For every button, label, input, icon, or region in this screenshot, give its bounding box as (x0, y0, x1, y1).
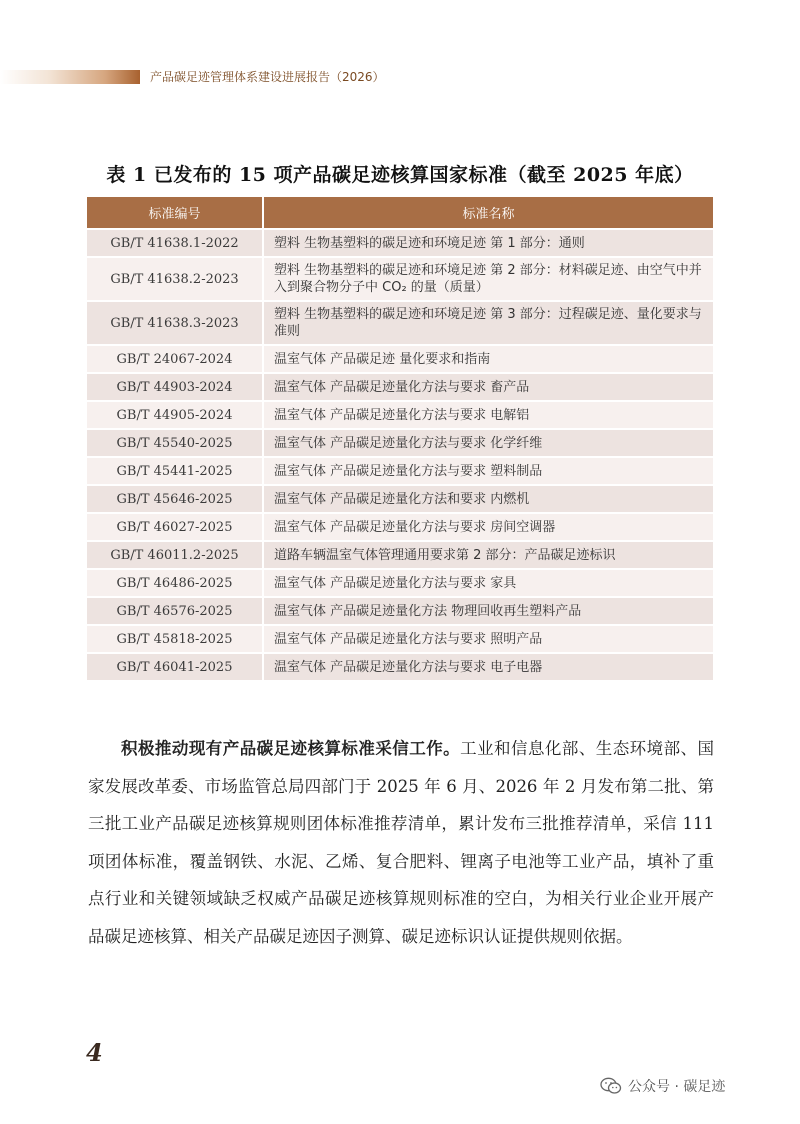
page-number: 4 (86, 1038, 103, 1067)
table-row (87, 257, 713, 301)
paragraph-lead: 积极推动现有产品碳足迹核算标准采信工作。 (121, 739, 461, 758)
table-row (87, 429, 713, 457)
standard-code: GB/T 41638.3-2023 (87, 301, 263, 345)
column-header-name: 标准名称 (263, 197, 713, 229)
table-row (87, 457, 713, 485)
header-decoration-bar (0, 70, 140, 84)
table-row (87, 229, 713, 257)
standard-code: GB/T 44903-2024 (87, 373, 263, 401)
standards-table (87, 197, 713, 682)
standard-name: 温室气体 产品碳足迹量化方法与要求 畜产品 (263, 373, 713, 401)
table-row (87, 569, 713, 597)
standard-name: 温室气体 产品碳足迹量化方法与要求 照明产品 (263, 625, 713, 653)
standard-name: 塑料 生物基塑料的碳足迹和环境足迹 第 2 部分：材料碳足迹、由空气中并入到聚合物分子中 CO₂ 的量（质量） (263, 257, 713, 301)
standard-name: 温室气体 产品碳足迹量化方法与要求 电子电器 (263, 653, 713, 681)
standard-name: 温室气体 产品碳足迹量化方法与要求 电解铝 (263, 401, 713, 429)
table-row (87, 373, 713, 401)
table-row (87, 541, 713, 569)
standard-name: 道路车辆温室气体管理通用要求第 2 部分：产品碳足迹标识 (263, 541, 713, 569)
standard-name: 温室气体 产品碳足迹量化方法和要求 内燃机 (263, 485, 713, 513)
standard-code: GB/T 41638.2-2023 (87, 257, 263, 301)
table-row (87, 625, 713, 653)
wechat-icon (600, 1077, 622, 1095)
standard-code: GB/T 24067-2024 (87, 345, 263, 373)
standard-code: GB/T 46576-2025 (87, 597, 263, 625)
standard-name: 塑料 生物基塑料的碳足迹和环境足迹 第 3 部分：过程碳足迹、量化要求与准则 (263, 301, 713, 345)
table-row (87, 485, 713, 513)
column-header-code: 标准编号 (87, 197, 263, 229)
standard-name: 温室气体 产品碳足迹量化方法与要求 化学纤维 (263, 429, 713, 457)
standard-name: 塑料 生物基塑料的碳足迹和环境足迹 第 1 部分：通则 (263, 229, 713, 257)
standard-code: GB/T 46011.2-2025 (87, 541, 263, 569)
table-row (87, 653, 713, 681)
table-row (87, 301, 713, 345)
table-header-row (87, 197, 713, 229)
standard-name: 温室气体 产品碳足迹 量化要求和指南 (263, 345, 713, 373)
watermark (600, 1076, 725, 1096)
watermark-text: 公众号 · 碳足迹 (628, 1079, 726, 1095)
table-row (87, 597, 713, 625)
standard-name: 温室气体 产品碳足迹量化方法与要求 塑料制品 (263, 457, 713, 485)
standard-code: GB/T 45818-2025 (87, 625, 263, 653)
standard-code: GB/T 46486-2025 (87, 569, 263, 597)
standard-code: GB/T 45646-2025 (87, 485, 263, 513)
standard-name: 温室气体 产品碳足迹量化方法与要求 房间空调器 (263, 513, 713, 541)
standard-code: GB/T 46027-2025 (87, 513, 263, 541)
standard-name: 温室气体 产品碳足迹量化方法 物理回收再生塑料产品 (263, 597, 713, 625)
table-row (87, 513, 713, 541)
standard-code: GB/T 41638.1-2022 (87, 229, 263, 257)
standard-code: GB/T 46041-2025 (87, 653, 263, 681)
standard-code: GB/T 45540-2025 (87, 429, 263, 457)
standard-code: GB/T 45441-2025 (87, 457, 263, 485)
standard-name: 温室气体 产品碳足迹量化方法与要求 家具 (263, 569, 713, 597)
report-header-title: 产品碳足迹管理体系建设进展报告（2026） (150, 70, 385, 84)
body-paragraph (88, 730, 714, 955)
paragraph-text: 工业和信息化部、生态环境部、国家发展改革委、市场监管总局四部门于 2025 年 6 月、2026 年 2 月发布第二批、第三批工业产品碳足迹核算规则团体标准推荐清单，累计发布三批推荐清单，采信 111 项团体标准，覆盖钢铁、水泥、乙烯、复合肥料、锂离子电池等工业产品，填补了重点行业和关键领域缺乏权威产品碳足迹核算规则标准的空白，为相关行业企业开展产品碳足迹核算、相关产品碳足迹因子测算、碳足迹标识认证提供规则依据。 (88, 739, 715, 946)
table-caption: 表 1 已发布的 15 项产品碳足迹核算国家标准（截至 2025 年底） (106, 164, 694, 186)
standard-code: GB/T 44905-2024 (87, 401, 263, 429)
table-row (87, 401, 713, 429)
table-row (87, 345, 713, 373)
